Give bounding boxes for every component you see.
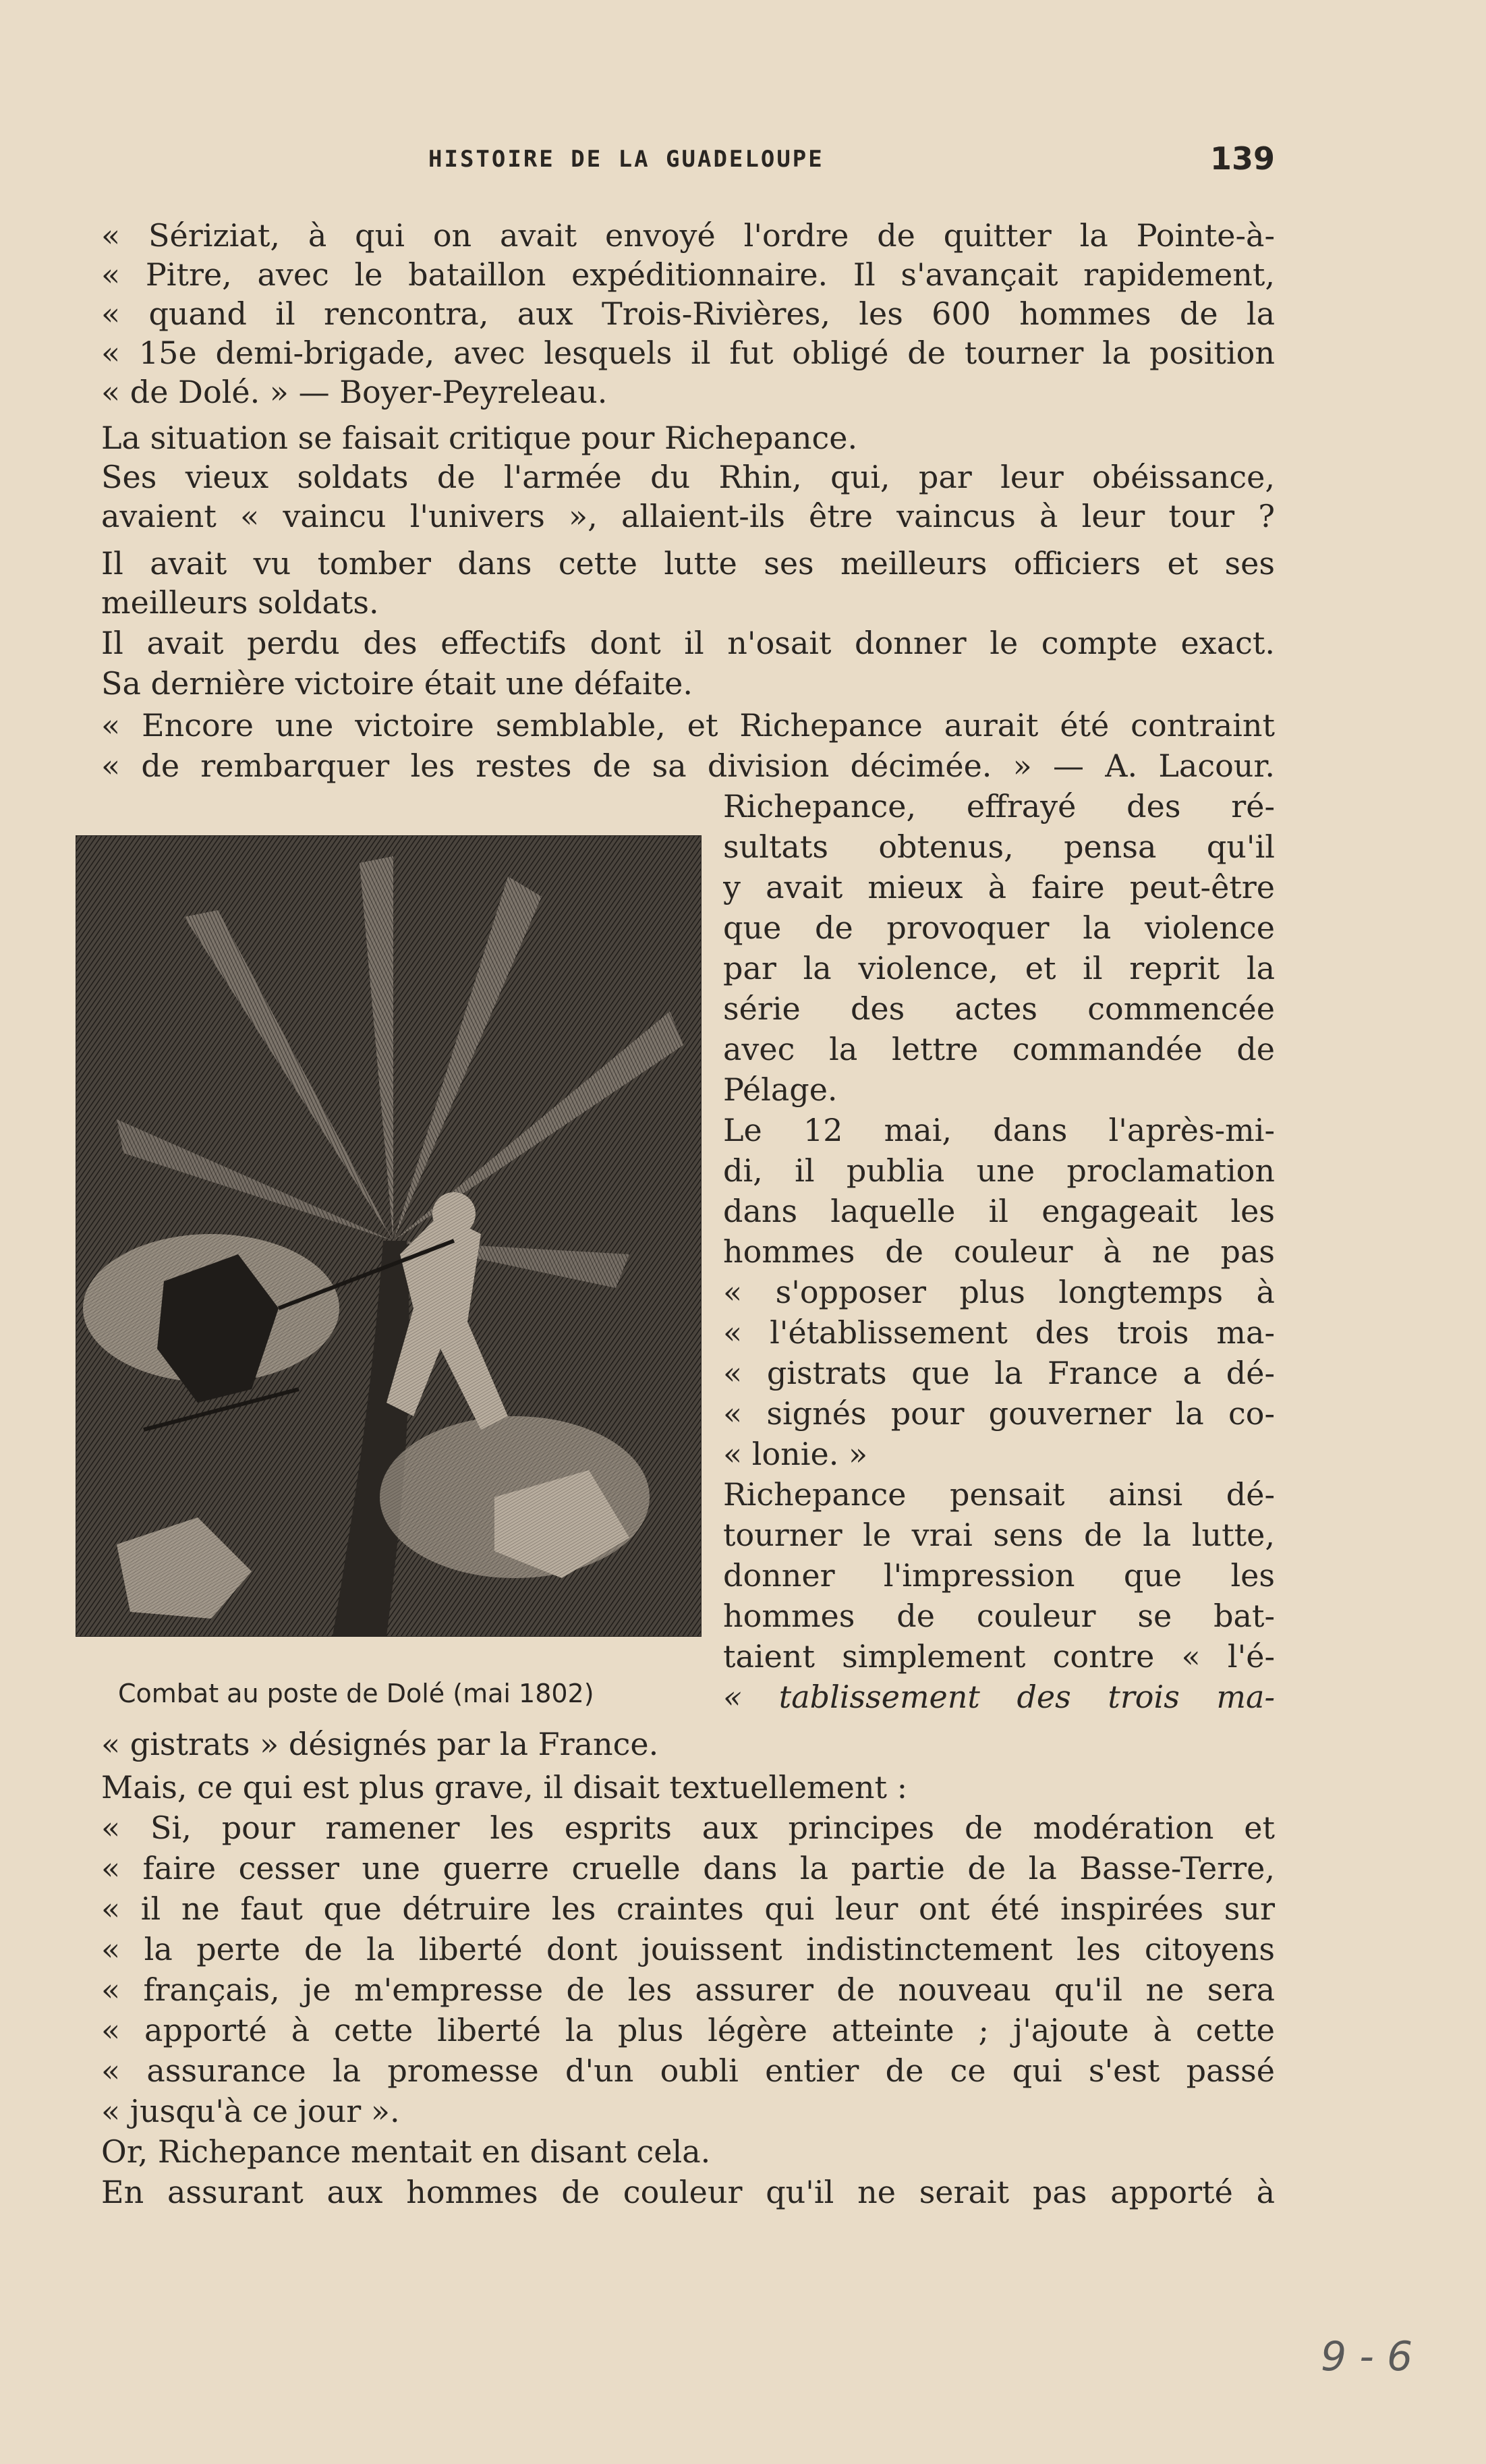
- text-line: « tablissement des trois ma-: [723, 1679, 1275, 1715]
- text-line: « Pitre, avec le bataillon expéditionnaire. Il s'avançait rapidement,: [101, 256, 1275, 293]
- text-line: « faire cesser une guerre cruelle dans la partie de la Basse-Terre,: [101, 1850, 1275, 1886]
- text-line: Il avait vu tomber dans cette lutte ses meilleurs officiers et ses: [101, 545, 1275, 582]
- text-line: « de rembarquer les restes de sa division décimée. » — A. Lacour.: [101, 748, 1275, 784]
- text-line: « apporté à cette liberté la plus légère atteinte ; j'ajoute à cette: [101, 2012, 1275, 2048]
- text-line: donner l'impression que les: [723, 1557, 1275, 1594]
- text-line: Mais, ce qui est plus grave, il disait textuellement :: [101, 1769, 908, 1805]
- text-line: « français, je m'empresse de les assurer de nouveau qu'il ne sera: [101, 1971, 1275, 2008]
- text-line: « Si, pour ramener les esprits aux principes de modération et: [101, 1810, 1275, 1846]
- text-line: « gistrats que la France a dé-: [723, 1355, 1275, 1391]
- text-line: « s'opposer plus longtemps à: [723, 1274, 1275, 1310]
- page-number: 139: [1209, 140, 1275, 177]
- text-line: « quand il rencontra, aux Trois-Rivières, les 600 hommes de la: [101, 296, 1275, 332]
- text-line: Le 12 mai, dans l'après-mi-: [723, 1112, 1275, 1148]
- text-line: avec la lettre commandée de: [723, 1031, 1275, 1067]
- text-line: taient simplement contre « l'é-: [723, 1638, 1275, 1675]
- text-line: Il avait perdu des effectifs dont il n'osait donner le compte exact.: [101, 625, 1275, 661]
- illustration-caption: Combat au poste de Dolé (mai 1802): [118, 1679, 594, 1708]
- text-line: hommes de couleur se bat-: [723, 1598, 1275, 1634]
- text-line: « 15e demi-brigade, avec lesquels il fut obligé de tourner la position: [101, 335, 1275, 371]
- text-line: Ses vieux soldats de l'armée du Rhin, qui, par leur obéissance,: [101, 459, 1275, 495]
- text-line: « Sériziat, à qui on avait envoyé l'ordre de quitter la Pointe-à-: [101, 217, 1275, 254]
- text-line: « Encore une victoire semblable, et Richepance aurait été contraint: [101, 707, 1275, 744]
- running-title: HISTOIRE DE LA GUADELOUPE: [428, 146, 824, 173]
- text-line: « lonie. »: [723, 1436, 868, 1472]
- text-line: « l'établissement des trois ma-: [723, 1314, 1275, 1351]
- text-line: Richepance pensait ainsi dé-: [723, 1476, 1275, 1513]
- text-line: par la violence, et il reprit la: [723, 950, 1275, 986]
- text-line: « gistrats » désignés par la France.: [101, 1726, 659, 1762]
- text-line: « signés pour gouverner la co-: [723, 1395, 1275, 1432]
- text-line: sultats obtenus, pensa qu'il: [723, 829, 1275, 865]
- text-line: y avait mieux à faire peut-être: [723, 869, 1275, 905]
- text-line: Sa dernière victoire était une défaite.: [101, 665, 693, 702]
- text-line: tourner le vrai sens de la lutte,: [723, 1517, 1275, 1553]
- text-line: série des actes commencée: [723, 990, 1275, 1027]
- text-line: que de provoquer la violence: [723, 909, 1275, 946]
- text-line: « jusqu'à ce jour ».: [101, 2093, 400, 2129]
- handwritten-annotation: 9 - 6: [1321, 2333, 1413, 2380]
- text-line: di, il publia une proclamation: [723, 1152, 1275, 1189]
- text-line: Pélage.: [723, 1071, 838, 1108]
- text-line: avaient « vaincu l'univers », allaient-ils être vaincus à leur tour ?: [101, 498, 1275, 534]
- page-header: [101, 140, 1275, 184]
- text-line: La situation se faisait critique pour Richepance.: [101, 420, 858, 456]
- text-line: « de Dolé. » — Boyer-Peyreleau.: [101, 374, 608, 410]
- text-line: Or, Richepance mentait en disant cela.: [101, 2133, 711, 2170]
- text-line: « la perte de la liberté dont jouissent indistinctement les citoyens: [101, 1931, 1275, 1967]
- text-line: meilleurs soldats.: [101, 584, 379, 621]
- text-line: « il ne faut que détruire les craintes qui leur ont été inspirées sur: [101, 1891, 1275, 1927]
- text-line: Richepance, effrayé des ré-: [723, 788, 1275, 824]
- text-line: En assurant aux hommes de couleur qu'il ne serait pas apporté à: [101, 2174, 1275, 2210]
- text-line: dans laquelle il engageait les: [723, 1193, 1275, 1229]
- engraving-illustration: [76, 835, 702, 1637]
- text-line: « assurance la promesse d'un oubli entier de ce qui s'est passé: [101, 2052, 1275, 2089]
- text-line: hommes de couleur à ne pas: [723, 1233, 1275, 1270]
- engraving-image: [76, 836, 701, 1636]
